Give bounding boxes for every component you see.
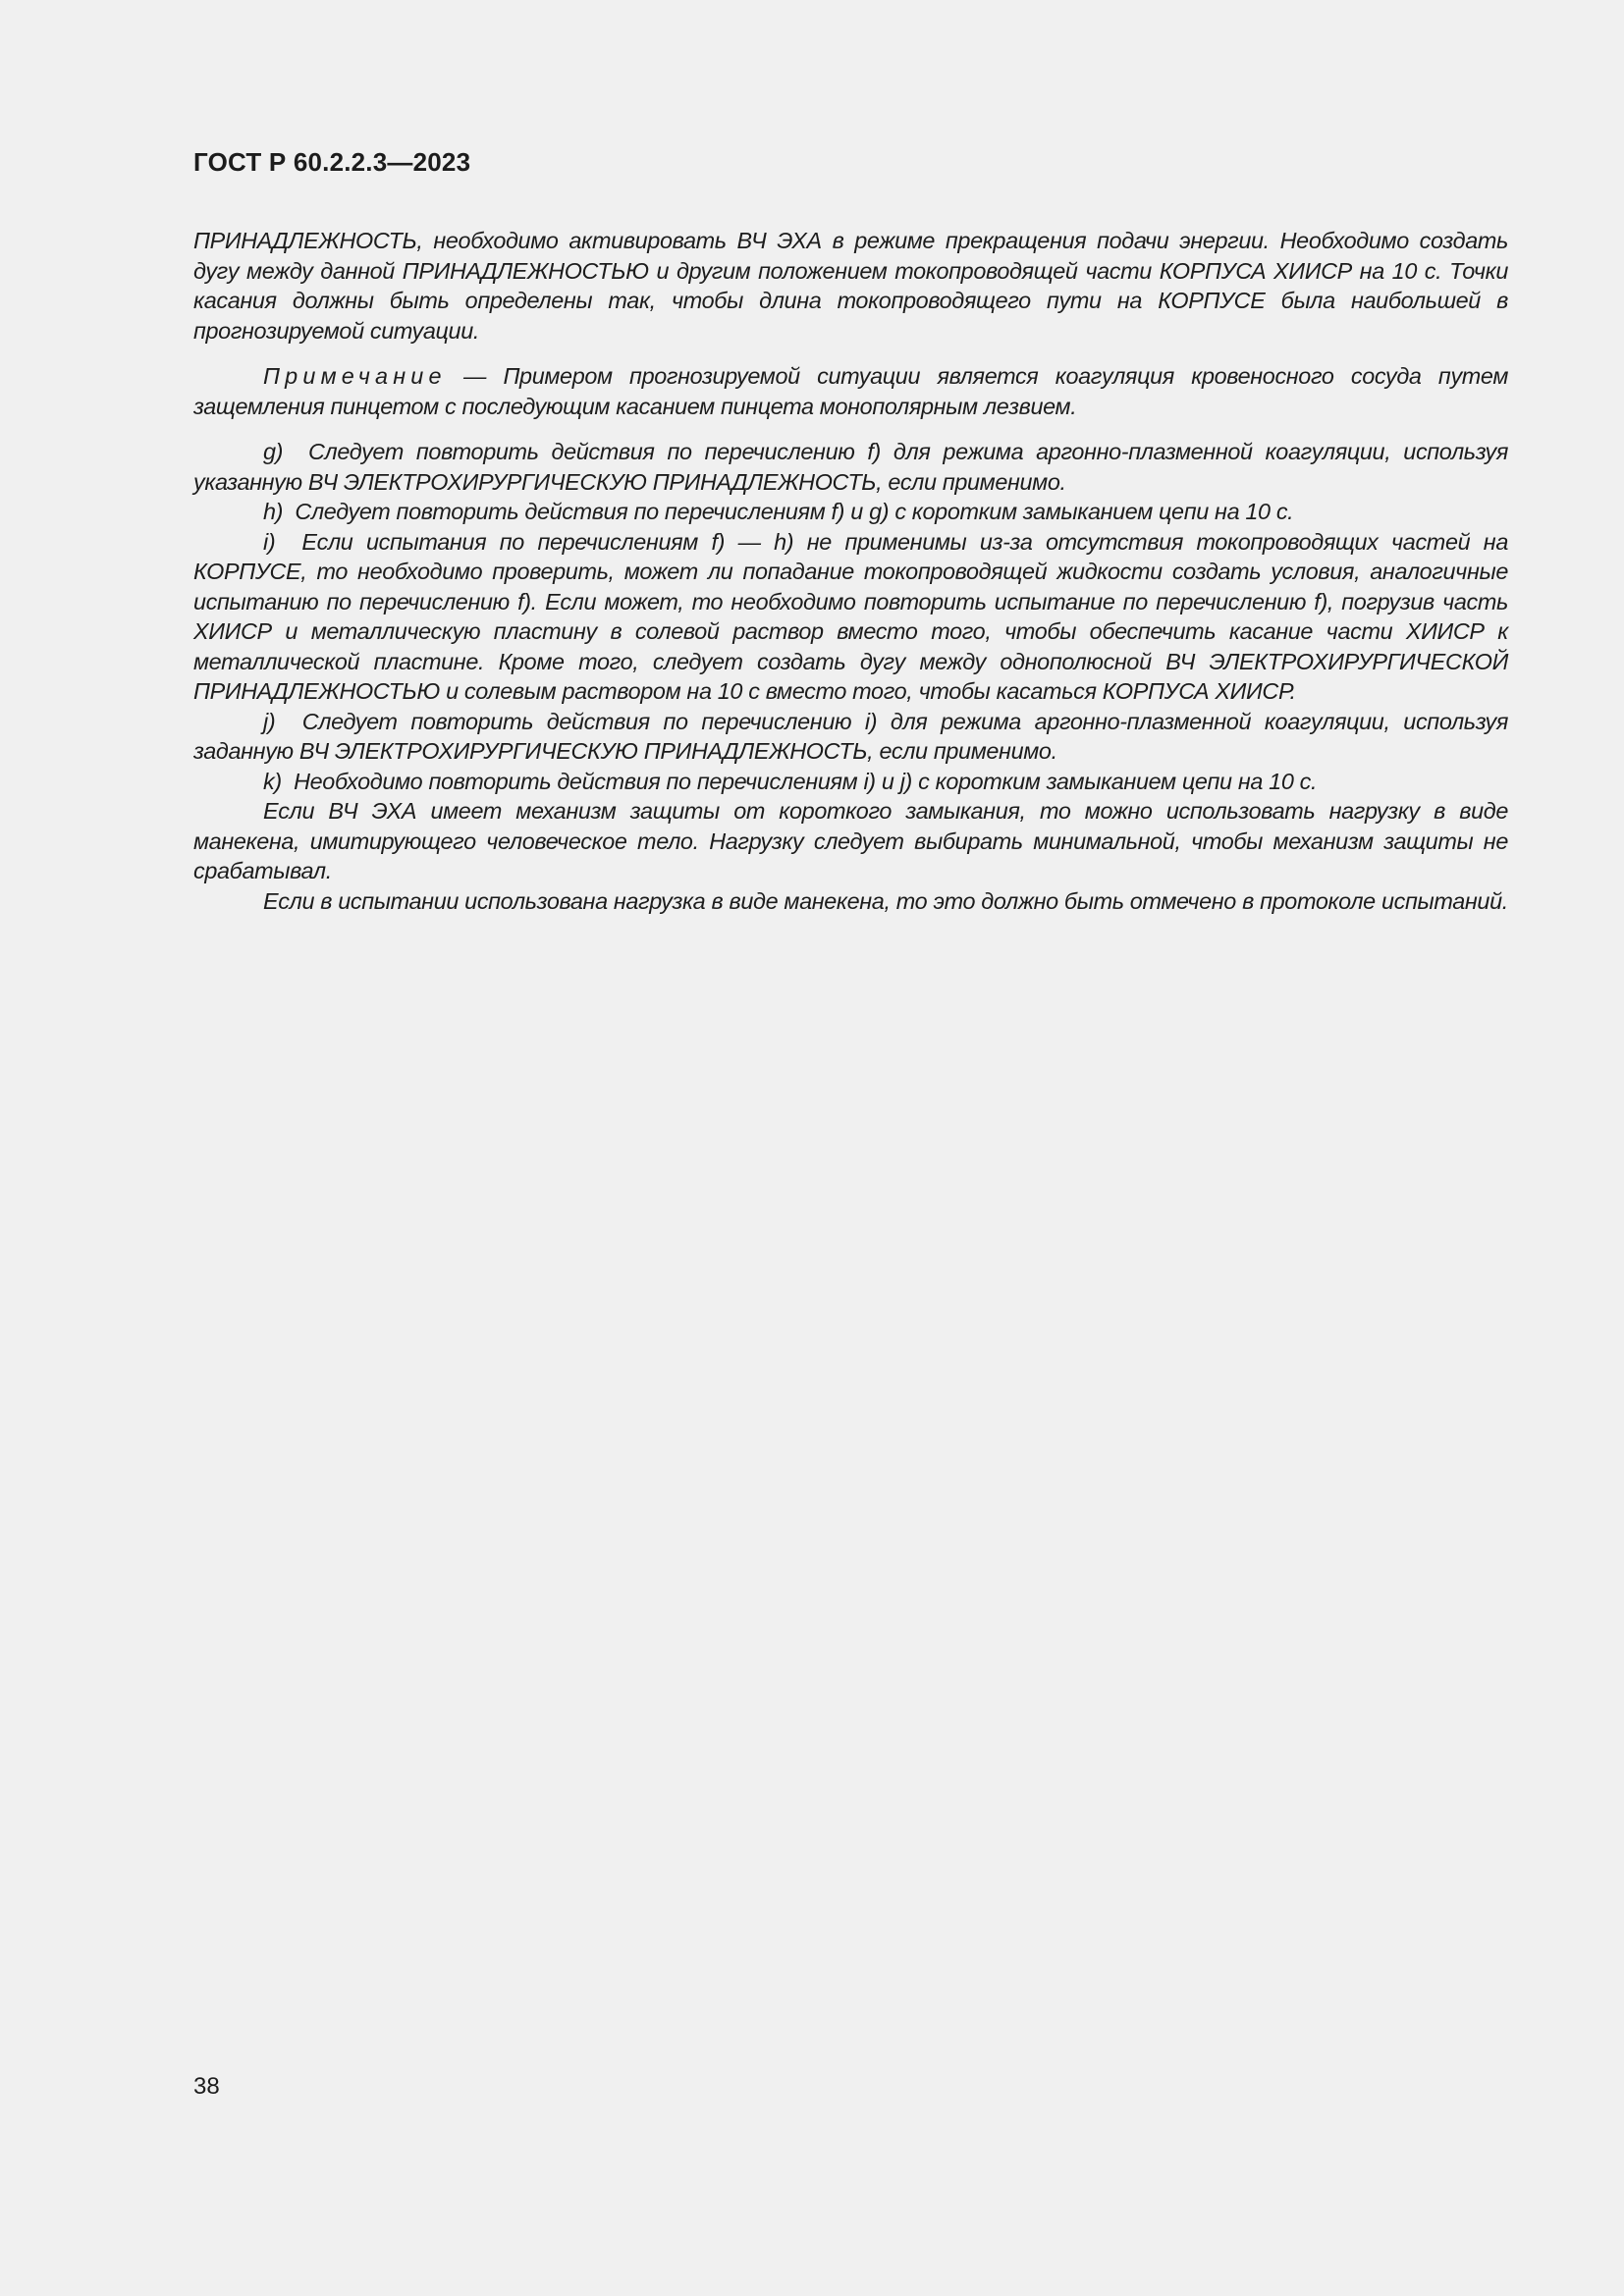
list-item-text: Следует повторить действия по перечислению f) для режима аргонно-плазменной коагуляции, используя указанную ВЧ ЭЛЕКТРОХИРУРГИЧЕСКУЮ ПРИНАДЛЕЖНОСТЬ, если применимо. (193, 439, 1508, 495)
note-text: — Примером прогнозируемой ситуации является коагуляция кровеносного сосуда путем защемления пинцетом с последующим касанием пинцета монополярным лезвием. (193, 363, 1508, 419)
list-item-text: Необходимо повторить действия по перечислениям i) и j) с коротким замыканием цепи на 10 с. (294, 768, 1318, 794)
list-marker: k) (263, 768, 282, 794)
document-standard-id: ГОСТ Р 60.2.2.3—2023 (193, 147, 471, 177)
list-item-h (193, 497, 1508, 527)
list-marker: h) (263, 499, 284, 524)
note-label: Примечание (263, 363, 447, 389)
list-marker: i) (263, 528, 276, 555)
closing-paragraph-short-circuit: Если ВЧ ЭХА имеет механизм защиты от короткого замыкания, то можно использовать нагрузку в виде манекена, имитирующего человеческое тело. Нагрузку следует выбирать минимальной, чтобы механизм защиты не срабатывал. (193, 798, 1508, 883)
list-item-text: Следует повторить действия по перечислению i) для режима аргонно-плазменной коагуляции, используя заданную ВЧ ЭЛЕКТРОХИРУРГИЧЕСКУЮ ПРИНАДЛЕЖНОСТЬ, если применимо. (193, 708, 1508, 764)
note-paragraph (193, 361, 1508, 421)
list-marker: g) (263, 439, 284, 464)
closing-paragraph-mannequin: Если в испытании использована нагрузка в виде манекена, то это должно быть отмечено в протоколе испытаний. (263, 887, 1508, 914)
intro-paragraph: ПРИНАДЛЕЖНОСТЬ, необходимо активировать ВЧ ЭХА в режиме прекращения подачи энергии. Необходимо создать дугу между данной ПРИНАДЛЕЖНОСТЬЮ и другим положением токопроводящей части КОРПУСА ХИИСР на 10 с. Точки касания должны быть определены так, чтобы длина токопроводящего пути на КОРПУСЕ была наибольшей в прогнозируемой ситуации. (193, 228, 1508, 344)
list-item-text: Следует повторить действия по перечислениям f) и g) с коротким замыканием цепи на 10 с. (295, 499, 1294, 524)
list-marker: j) (263, 708, 276, 734)
list-item-text: Если испытания по перечислениям f) — h) не применимы из-за отсутствия токопроводящих частей на КОРПУСЕ, то необходимо проверить, может ли попадание токопроводящей жидкости создать условия, аналогичные испытанию по перечислению f). Если может, то необходимо повторить испытание по перечислению f), погрузив часть ХИИСР и металлическую пластину в солевой раствор вместо того, чтобы обеспечить касание части ХИИСР к металлической пластине. Кроме того, следует создать дугу между однополюсной ВЧ ЭЛЕКТРОХИРУРГИЧЕСКОЙ ПРИНАДЛЕЖНОСТЬЮ и солевым раствором на 10 с вместо того, чтобы касаться КОРПУСА ХИИСР. (193, 528, 1508, 704)
page-number: 38 (193, 2073, 220, 2100)
list-item-k (193, 767, 1508, 797)
list-item-i (193, 527, 1508, 707)
document-body (193, 226, 1508, 916)
list-item-j (193, 707, 1508, 767)
list-item-g (193, 437, 1508, 497)
